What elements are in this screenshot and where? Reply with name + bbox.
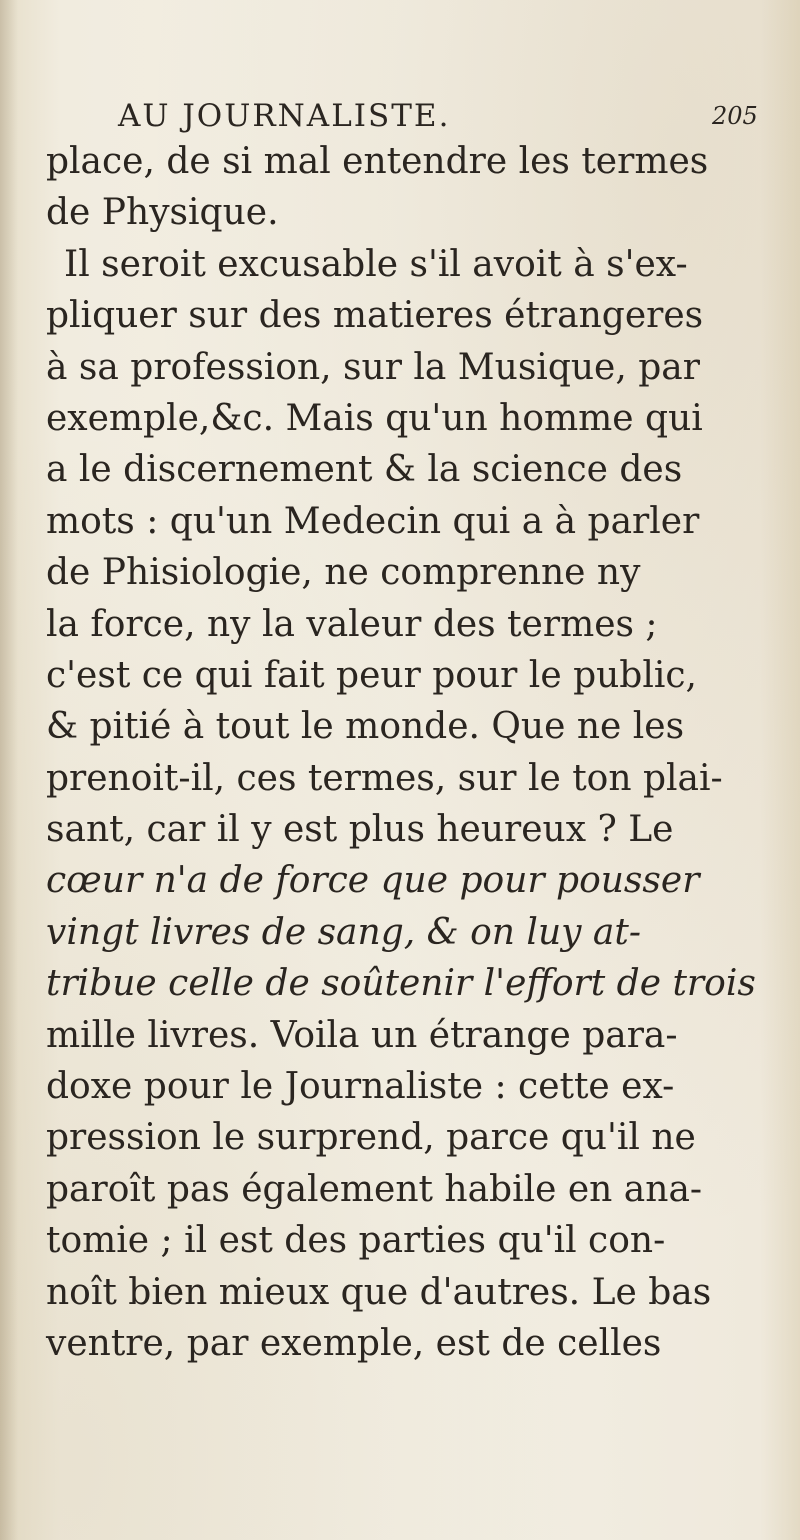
text-line: la force, ny la valeur des termes ; [46, 603, 658, 645]
text-line: pression le surprend, parce qu'il ne [46, 1117, 696, 1159]
text-line: pliquer sur des matieres étrangeres [46, 295, 704, 337]
text-line: sant, car il y est plus heureux ? Le [46, 809, 674, 851]
text-line: cœur n'a de force que pour pousser [46, 860, 700, 902]
page-number: 205 [712, 102, 758, 130]
text-line: paroît pas également habile en ana- [46, 1168, 703, 1210]
text-line: vingt livres de sang, & on luy at- [46, 911, 642, 953]
text-line: tribue celle de soûtenir l'effort de trois [46, 963, 756, 1005]
text-line: & pitié à tout le monde. Que ne les [46, 706, 685, 748]
text-line: ventre, par exemple, est de celles [46, 1322, 662, 1364]
text-line: à sa profession, sur la Musique, par [46, 346, 700, 388]
text-line: place, de si mal entendre les termes [46, 141, 709, 182]
text-line: de Physique. [46, 192, 279, 234]
text-line: c'est ce qui fait peur pour le public, [46, 654, 697, 696]
text-line: mille livres. Voila un étrange para- [46, 1014, 678, 1056]
body-text [46, 136, 756, 1369]
text-line: doxe pour le Journaliste : cette ex- [46, 1066, 675, 1108]
text-line: tomie ; il est des parties qu'il con- [46, 1220, 666, 1262]
text-line: de Phisiologie, ne comprenne ny [46, 552, 641, 594]
text-line: a le discernement & la science des [46, 449, 683, 491]
running-head-title: AU JOURNALISTE. [118, 98, 451, 134]
text-line: exemple,&c. Mais qu'un homme qui [46, 397, 703, 439]
text-line: prenoit-il, ces termes, sur le ton plai- [46, 757, 723, 799]
text-line: Il seroit excusable s'il avoit à s'ex- [64, 243, 688, 285]
text-line: noît bien mieux que d'autres. Le bas [46, 1271, 712, 1313]
page-gutter-shadow [0, 0, 18, 1540]
text-line: mots : qu'un Medecin qui a à parler [46, 500, 700, 542]
